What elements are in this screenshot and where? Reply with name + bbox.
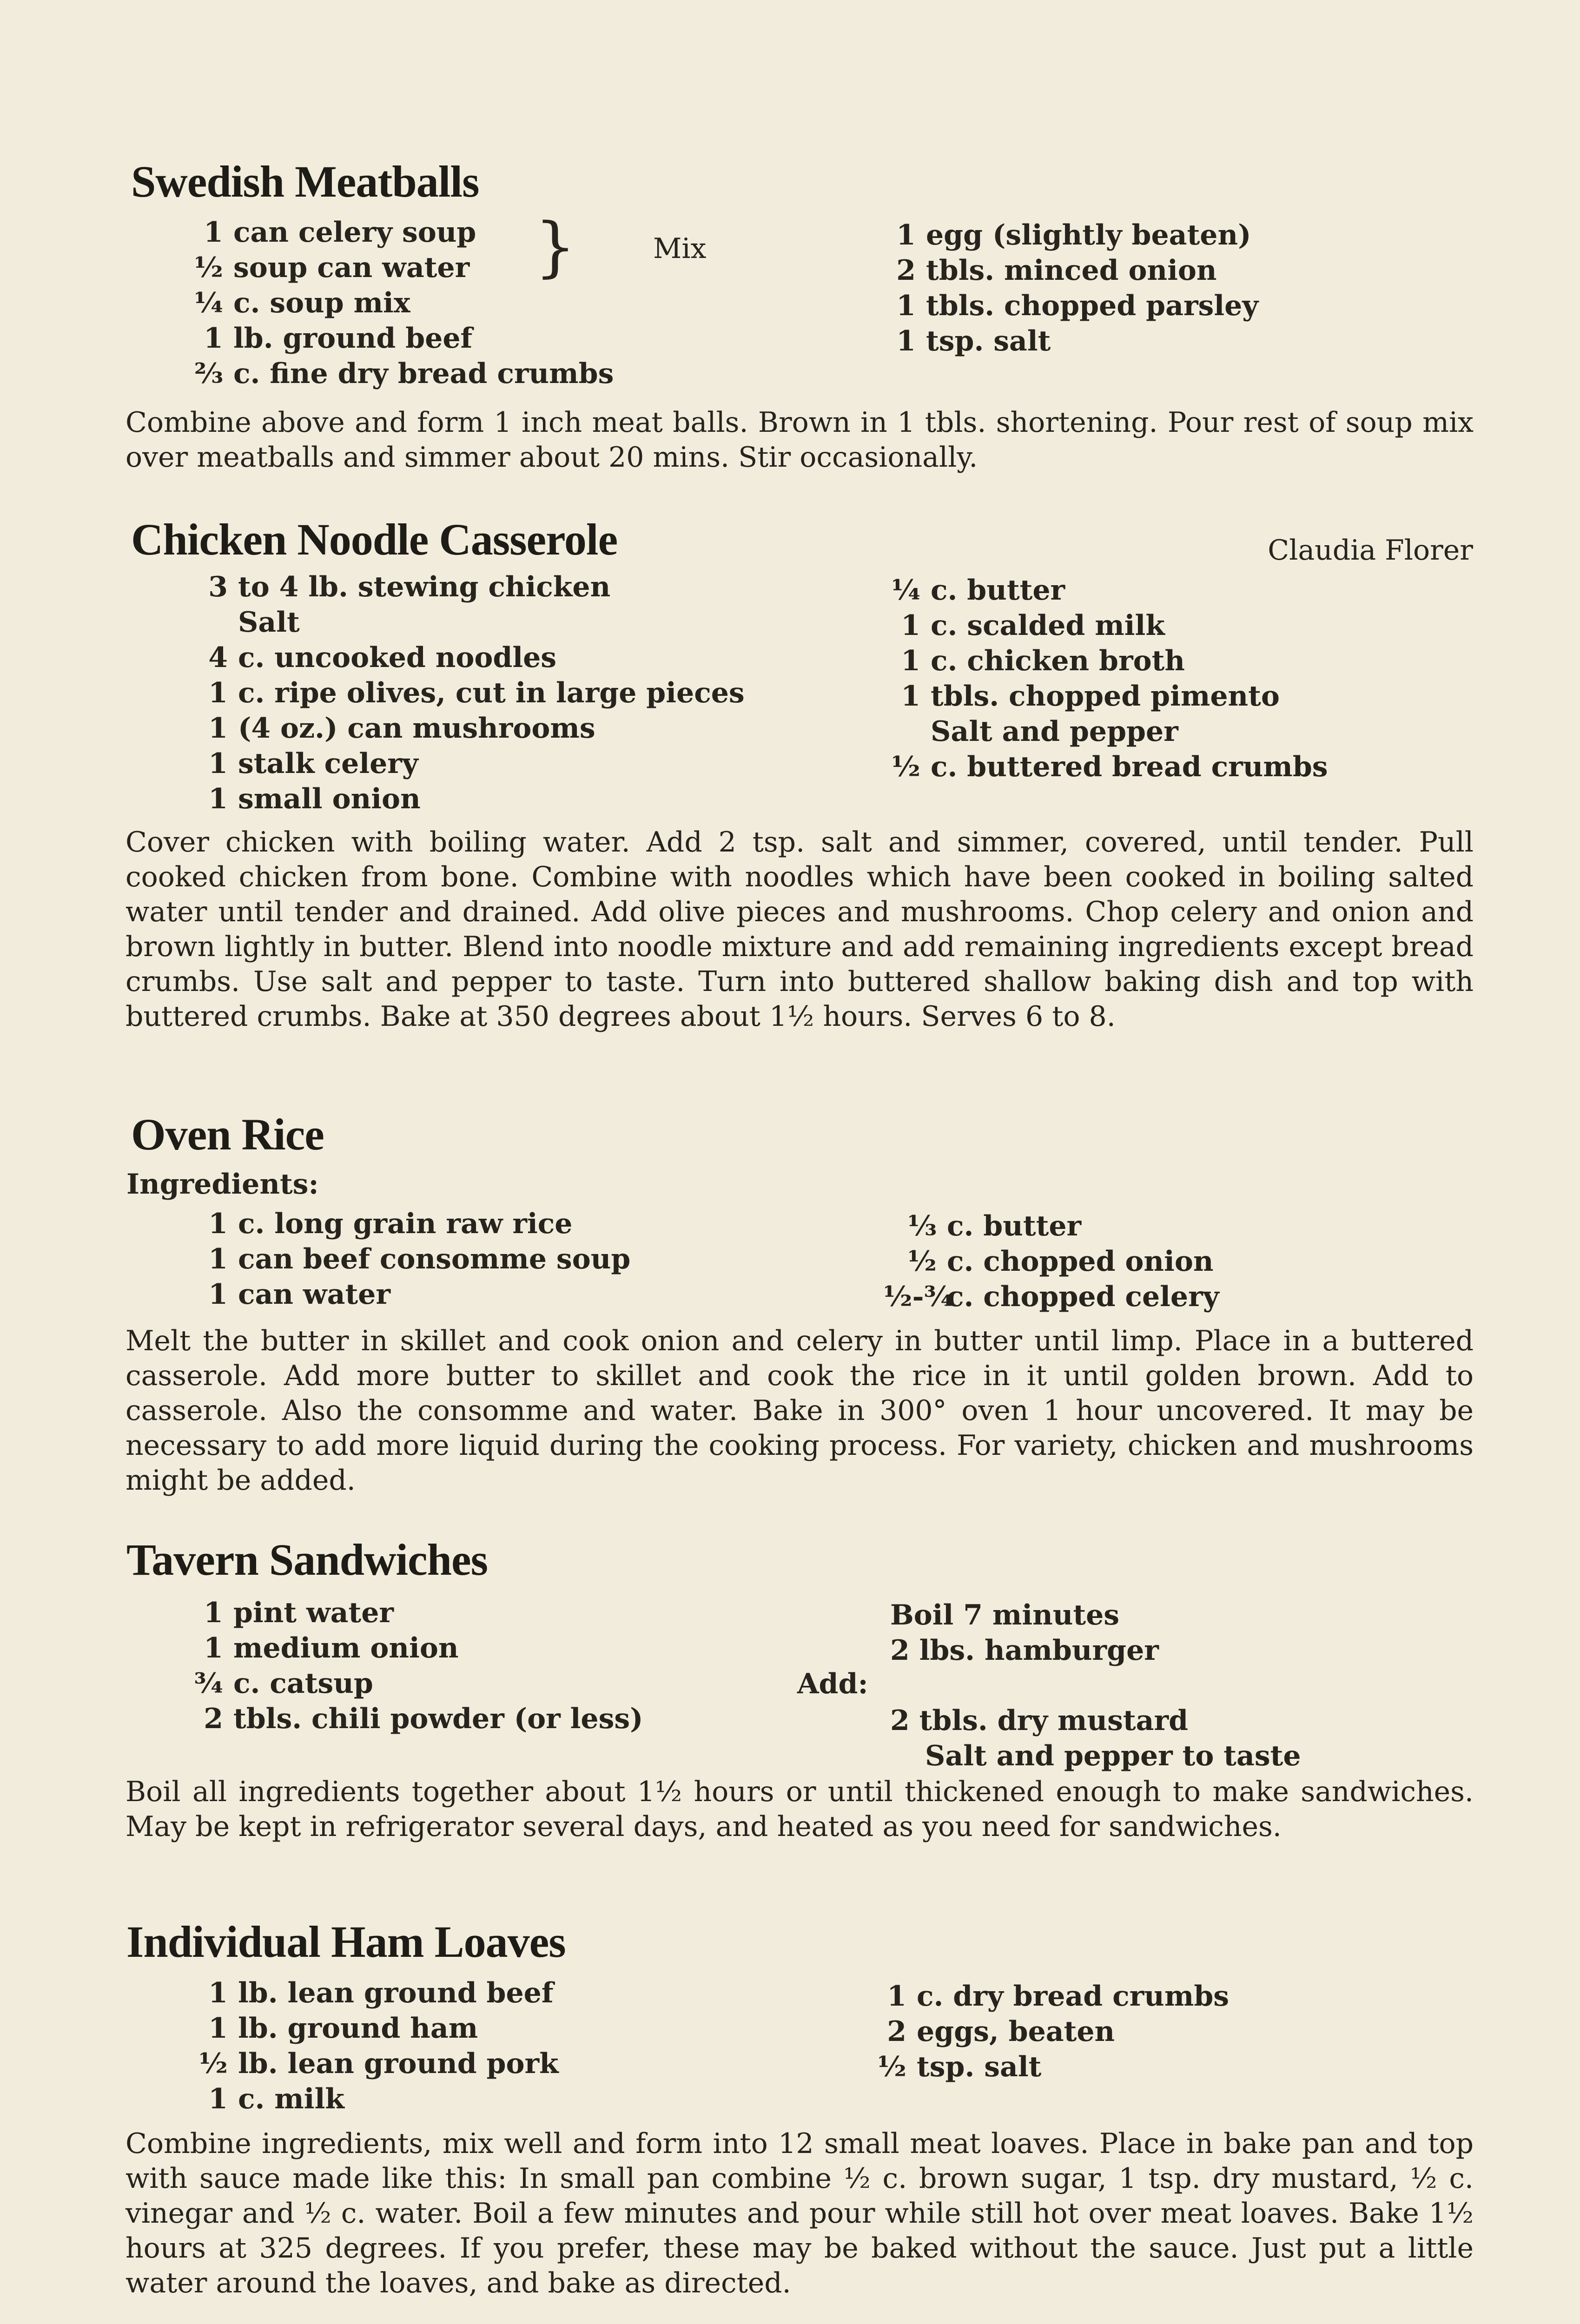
- ingredient: 2 tbls. dry mustard: [890, 1704, 1189, 1737]
- ingredient: 1 c. ripe olives, cut in large pieces: [208, 677, 745, 709]
- ingredient: 2 tbls. chili powder (or less): [204, 1703, 643, 1735]
- ingredient: ½ tsp. salt: [877, 2051, 1042, 2083]
- ingredient-list-right: [874, 218, 1258, 359]
- ingredient: 1 c. dry bread crumbs: [887, 1980, 1230, 2013]
- ingredient: 1 can celery soup: [204, 216, 476, 249]
- ingredient: ⅔ c. fine dry bread crumbs: [194, 357, 614, 390]
- ingredient: ½ lb. lean ground pork: [198, 2047, 559, 2080]
- recipe-author: Claudia Florer: [1268, 534, 1473, 567]
- ingredient: ½ c. buttered bread crumbs: [891, 751, 1328, 783]
- ingredient: 1 tbls. chopped parsley: [896, 290, 1259, 322]
- recipe-instructions: Cover chicken with boiling water. Add 2 tsp. salt and simmer, covered, until tender. Pull cooked chicken from bone. Combine with noodles which have been cooked in boiling salted water until tender and drained. Add olive pieces and mushrooms. Chop celery and onion and brown lightly in butter. Blend into noodle mixture and add remaining ingredients except bread crumbs. Use salt and pepper to taste. Turn into buttered shallow baking dish and top with buttered crumbs. Bake at 350 degrees about 1½ hours. Serves 6 to 8.: [126, 826, 1474, 1033]
- ingredient: ½ c. chopped onion: [907, 1245, 1214, 1278]
- ingredient: 2 lbs. hamburger: [890, 1634, 1159, 1667]
- ingredient: 1 pint water: [204, 1597, 394, 1629]
- ingredient: ¼ c. butter: [891, 574, 1065, 607]
- ingredient: 1 c. long grain raw rice: [208, 1208, 573, 1240]
- ingredient: 1 egg (slightly beaten): [896, 219, 1251, 251]
- ingredient-list-right: [865, 1979, 1229, 2085]
- ingredient: 1 can water: [208, 1278, 390, 1311]
- ingredient: 1 lb. ground ham: [208, 2012, 478, 2045]
- ingredient: 1 (4 oz.) can mushrooms: [208, 712, 595, 745]
- ingredient: ⅓ c. butter: [907, 1210, 1082, 1242]
- recipe-instructions: Combine above and form 1 inch meat balls. Brown in 1 tbls. shortening. Pour rest of soup mix over meatballs and simmer about 20 mins. Stir occasionally.: [126, 406, 1474, 474]
- ingredient: 1 tbls. chopped pimento: [901, 680, 1280, 713]
- ingredient: 4 c. uncooked noodles: [208, 641, 557, 674]
- ingredient-list-left: [181, 1595, 643, 1736]
- recipe-instructions: Melt the butter in skillet and cook onion and celery in butter until limp. Place in a buttered casserole. Add more butter to skillet and cook the rice in it until golden brown. Add to casserole. Also the consomme and water. Bake in 300° oven 1 hour uncovered. It may be necessary to add more liquid during the cooking process. For variety, chicken and mushrooms might be added.: [126, 1325, 1474, 1497]
- recipe-instructions: Boil all ingredients together about 1½ hours or until thickened enough to make sandwiches. May be kept in refrigerator several days, and heated as you need for sandwiches.: [126, 1776, 1474, 1843]
- ingredient-list-left: [186, 1975, 559, 2117]
- instruction-step: Boil 7 minutes: [890, 1599, 1120, 1631]
- ingredient: ½ soup can water: [194, 251, 470, 284]
- recipe-title-oven-rice: Oven Rice: [131, 1109, 324, 1159]
- ingredient-list-left: [186, 1206, 630, 1312]
- add-label: Add:: [797, 1668, 868, 1700]
- ingredient-list-right: [879, 573, 1328, 785]
- recipe-title-tavern-sandwiches: Tavern Sandwiches: [126, 1535, 488, 1585]
- brace-mark: }: [535, 209, 576, 285]
- ingredient: 1 c. milk: [208, 2083, 344, 2115]
- recipe-title-swedish-meatballs: Swedish Meatballs: [131, 157, 479, 206]
- ingredient: 1 can beef consomme soup: [208, 1243, 631, 1275]
- ingredient: 1 tsp. salt: [896, 325, 1051, 357]
- ingredient: 1 stalk celery: [208, 747, 418, 780]
- ingredient-list-left: [186, 569, 745, 817]
- ingredient: Salt and pepper: [931, 715, 1178, 748]
- ingredient: 1 small onion: [208, 783, 421, 815]
- ingredient: 1 c. chicken broth: [901, 645, 1185, 677]
- ingredient: 1 medium onion: [204, 1632, 459, 1664]
- ingredient-list-right: [883, 1208, 1219, 1314]
- recipe-title-chicken-noodle-casserole: Chicken Noodle Casserole: [131, 515, 618, 564]
- ingredient: ¼ c. soup mix: [194, 287, 410, 319]
- ingredient: Salt and pepper to taste: [925, 1740, 1301, 1772]
- ingredient: 3 to 4 lb. stewing chicken: [208, 571, 611, 603]
- ingredient: ¾ c. catsup: [194, 1667, 373, 1700]
- ingredient: 2 tbls. minced onion: [896, 254, 1217, 287]
- mix-label: Mix: [653, 232, 707, 265]
- ingredient: ½-¾c. chopped celery: [883, 1281, 1219, 1313]
- ingredient: 2 eggs, beaten: [887, 2015, 1115, 2048]
- ingredient: Salt: [238, 606, 300, 639]
- recipe-instructions: Combine ingredients, mix well and form into 12 small meat loaves. Place in bake pan and top with sauce made like this: In small pan combine ½ c. brown sugar, 1 tsp. dry mustard, ½ c. vinegar and ½ c. water. Boil a few minutes and pour while still hot over meat loaves. Bake 1½ hours at 325 degrees. If you prefer, these may be baked without the sauce. Just put a little water around the loaves, and bake as directed.: [126, 2127, 1474, 2299]
- ingredient: 1 lb. ground beef: [204, 322, 473, 355]
- ingredient: 1 lb. lean ground beef: [208, 1977, 554, 2009]
- recipe-title-individual-ham-loaves: Individual Ham Loaves: [126, 1917, 566, 1967]
- ingredients-label: Ingredients:: [126, 1168, 319, 1201]
- ingredient: 1 c. scalded milk: [901, 609, 1165, 642]
